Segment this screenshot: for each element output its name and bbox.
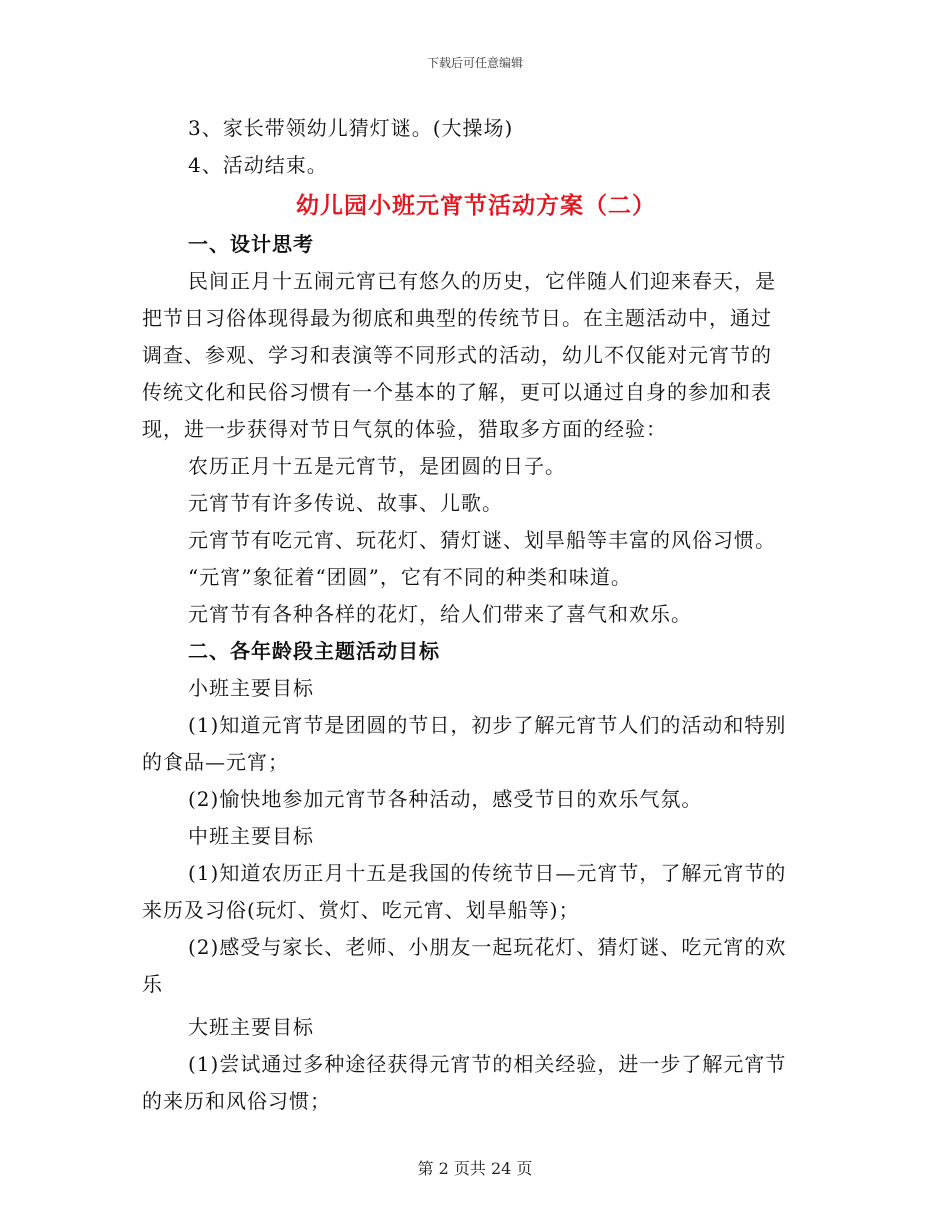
point-item: 元宵节有吃元宵、玩花灯、猜灯谜、划旱船等丰富的风俗习惯。 bbox=[188, 528, 776, 552]
large-class-goal-1: (1)尝试通过多种途径获得元宵节的相关经验，进一步了解元宵节 bbox=[188, 1052, 787, 1076]
small-class-goal-2: (2)愉快地参加元宵节各种活动，感受节日的欢乐气氛。 bbox=[188, 787, 703, 811]
small-class-goal-1: (1)知道元宵节是团圆的节日，初步了解元宵节人们的活动和特别 bbox=[188, 713, 787, 737]
paragraph-line: 调查、参观、学习和表演等不同形式的活动，幼儿不仅能对元宵节的 bbox=[142, 343, 772, 367]
middle-class-goal-2-cont: 乐 bbox=[142, 972, 163, 996]
small-class-goal-1-cont: 的食品—元宵； bbox=[142, 750, 289, 774]
large-class-goal-1-cont: 的来历和风俗习惯； bbox=[142, 1089, 331, 1113]
page-header-note: 下载后可任意编辑 bbox=[426, 56, 523, 70]
paragraph-line: 把节日习俗体现得最为彻底和典型的传统节日。在主题活动中，通过 bbox=[142, 306, 772, 330]
middle-class-goal-1-cont: 来历及习俗(玩灯、赏灯、吃元宵、划旱船等)； bbox=[142, 898, 580, 922]
step-4: 4、活动结束。 bbox=[188, 153, 328, 177]
paragraph-line: 现，进一步获得对节日气氛的体验，猎取多方面的经验： bbox=[142, 417, 667, 441]
section-heading-design: 一、设计思考 bbox=[188, 232, 314, 256]
document-body bbox=[142, 110, 810, 1120]
paragraph-line: 民间正月十五闹元宵已有悠久的历史，它伴随人们迎来春天，是 bbox=[188, 269, 776, 293]
step-3: 3、家长带领幼儿猜灯谜。(大操场) bbox=[188, 116, 514, 140]
point-item: 农历正月十五是元宵节，是团圆的日子。 bbox=[188, 454, 566, 478]
document-title: 幼儿园小班元宵节活动方案（二） bbox=[296, 193, 656, 219]
middle-class-goal-1: (1)知道农历正月十五是我国的传统节日—元宵节，了解元宵节的 bbox=[188, 861, 787, 885]
point-item: 元宵节有各种各样的花灯，给人们带来了喜气和欢乐。 bbox=[188, 602, 692, 626]
paragraph-line: 传统文化和民俗习惯有一个基本的了解，更可以通过自身的参加和表 bbox=[142, 380, 772, 404]
large-class-label: 大班主要目标 bbox=[188, 1015, 314, 1039]
section-heading-goals: 二、各年龄段主题活动目标 bbox=[188, 639, 440, 663]
small-class-label: 小班主要目标 bbox=[188, 676, 314, 700]
middle-class-label: 中班主要目标 bbox=[188, 824, 314, 848]
point-item: “元宵”象征着“团圆”，它有不同的种类和味道。 bbox=[188, 565, 632, 589]
point-item: 元宵节有许多传说、故事、儿歌。 bbox=[188, 491, 503, 515]
page-footer: 第 2 页共 24 页 bbox=[417, 1159, 533, 1178]
middle-class-goal-2: (2)感受与家长、老师、小朋友一起玩花灯、猜灯谜、吃元宵的欢 bbox=[188, 935, 787, 959]
